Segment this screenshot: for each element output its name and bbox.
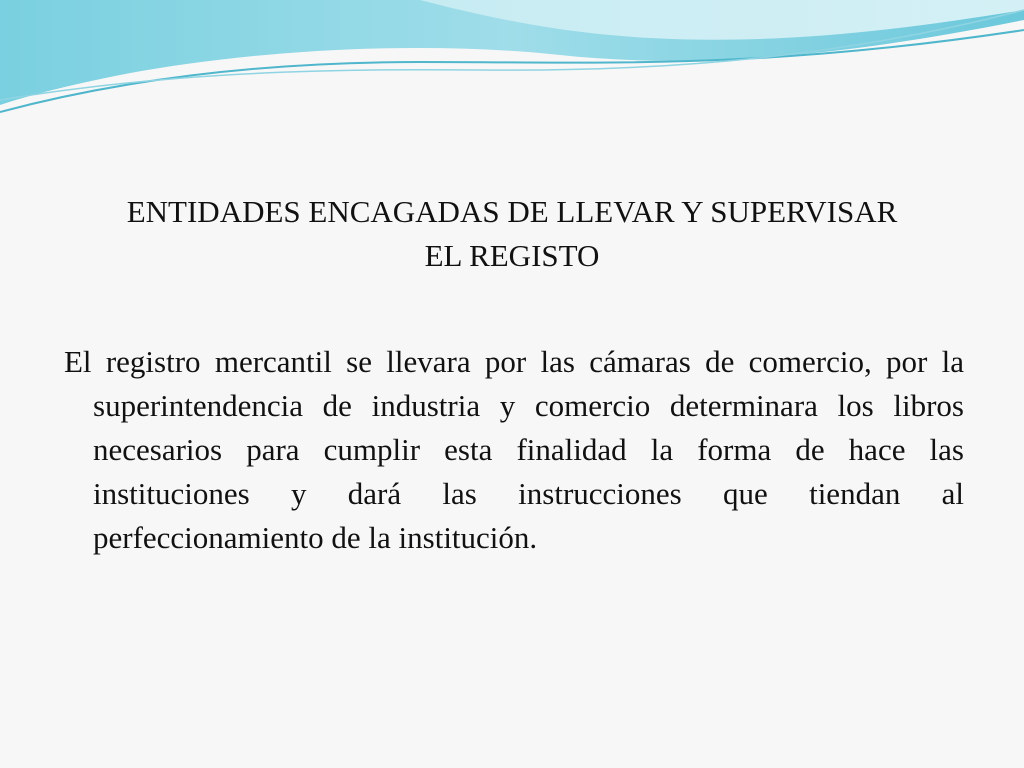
slide-title-line-1: ENTIDADES ENCAGADAS DE LLEVAR Y SUPERVISAR <box>126 194 898 229</box>
slide-body-paragraph: El registro mercantil se llevara por las cámaras de comercio, por la superintendencia de industria y comercio determinara los libros necesarios para cumplir esta finalidad la forma de hace las instituciones y dará las instrucciones que tiendan al perfeccionamiento de la institución. <box>64 344 964 555</box>
decorative-wave-header <box>0 0 1024 140</box>
slide-title-line-2: EL REGISTO <box>424 238 600 273</box>
slide-title <box>60 190 964 278</box>
